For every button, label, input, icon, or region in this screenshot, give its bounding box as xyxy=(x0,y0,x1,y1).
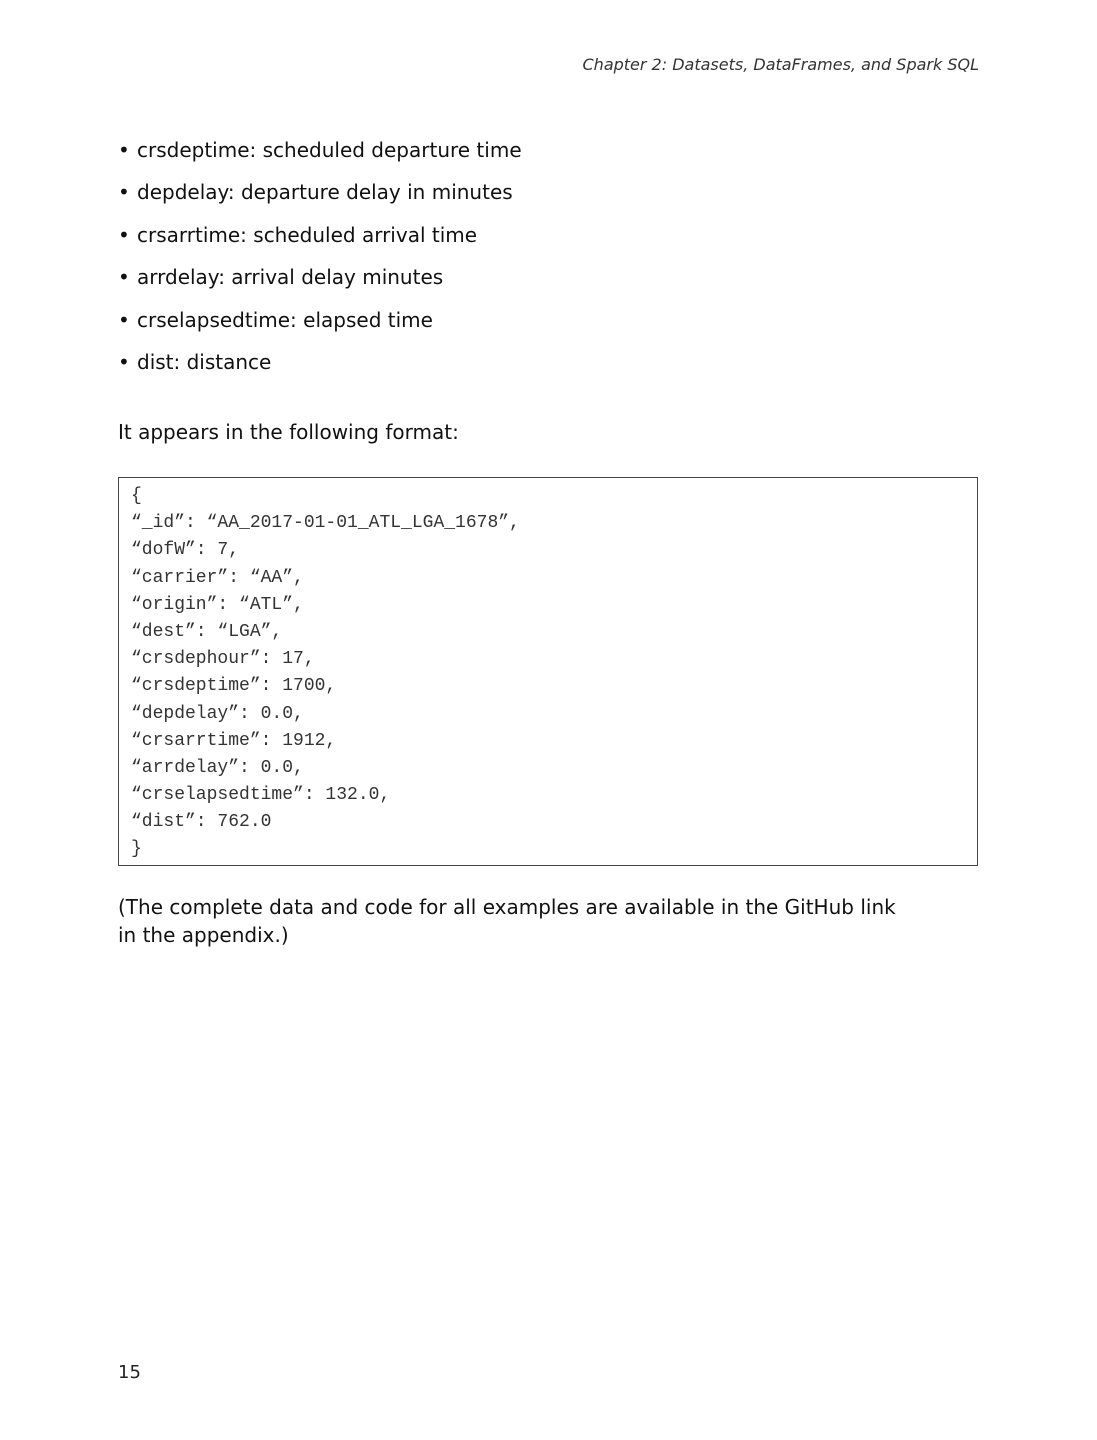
code-line: “crsdeptime”: 1700, xyxy=(131,676,337,697)
bullet-icon: • xyxy=(118,180,130,205)
list-item-text: depdelay: departure delay in minutes xyxy=(137,180,513,205)
list-item-text: crsarrtime: scheduled arrival time xyxy=(137,222,478,247)
list-item xyxy=(118,221,522,249)
code-line: “carrier”: “AA”, xyxy=(131,567,304,588)
code-line: “dist”: 762.0 xyxy=(131,812,272,833)
list-item-text: crselapsedtime: elapsed time xyxy=(137,307,433,332)
note-paragraph: (The complete data and code for all examples are available in the GitHub link in the appendix.) xyxy=(118,895,896,947)
list-item-text: arrdelay: arrival delay minutes xyxy=(137,265,444,290)
running-header: Chapter 2: Datasets, DataFrames, and Spark SQL xyxy=(582,55,979,74)
bullet-icon: • xyxy=(118,222,130,247)
code-line: “crsdephour”: 17, xyxy=(131,649,315,670)
code-line: “dest”: “LGA”, xyxy=(131,621,283,642)
code-line: { xyxy=(131,486,142,506)
list-item xyxy=(118,263,522,291)
code-line: “origin”: “ATL”, xyxy=(131,594,304,615)
list-item-text: dist: distance xyxy=(137,349,272,374)
bullet-icon: • xyxy=(118,265,130,290)
field-list xyxy=(118,136,522,390)
list-item xyxy=(118,136,522,164)
list-item-text: crsdeptime: scheduled departure time xyxy=(137,138,522,162)
code-line: “depdelay”: 0.0, xyxy=(131,703,304,724)
list-item xyxy=(118,306,522,334)
bullet-icon: • xyxy=(118,349,130,374)
code-line: “crselapsedtime”: 132.0, xyxy=(131,785,391,806)
code-line: } xyxy=(131,839,142,860)
bullet-icon: • xyxy=(118,307,130,332)
bullet-icon: • xyxy=(118,138,130,162)
code-line: “dofW”: 7, xyxy=(131,540,240,561)
code-line: “arrdelay”: 0.0, xyxy=(131,757,304,778)
list-item xyxy=(118,178,522,206)
code-block xyxy=(118,477,978,866)
code-line: “crsarrtime”: 1912, xyxy=(131,730,337,751)
list-item xyxy=(118,348,522,376)
intro-paragraph: It appears in the following format: xyxy=(118,420,459,444)
page-number: 15 xyxy=(118,1362,141,1383)
code-line: “_id”: “AA_2017-01-01_ATL_LGA_1678”, xyxy=(131,513,520,534)
